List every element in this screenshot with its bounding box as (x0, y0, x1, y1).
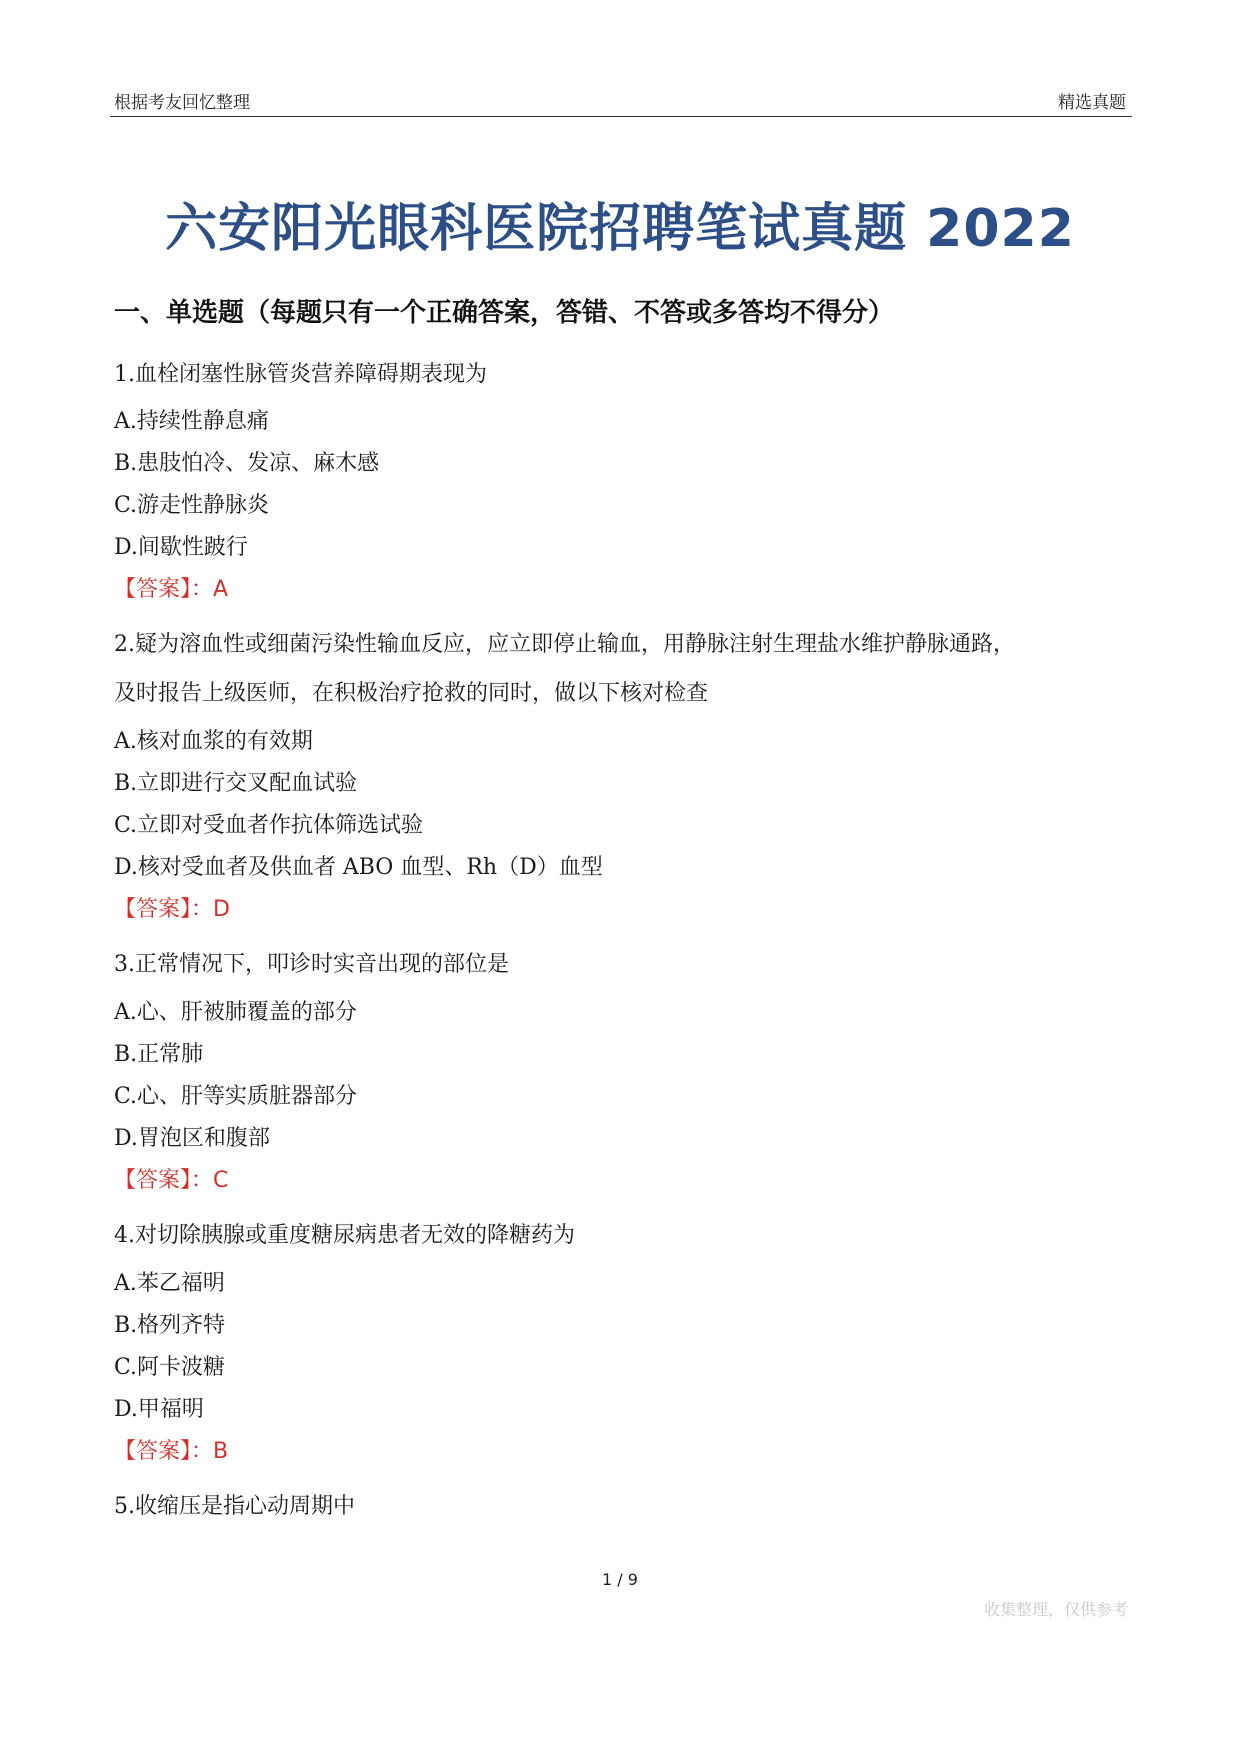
question-3-text: 3.正常情况下，叩诊时实音出现的部位是 (114, 952, 509, 977)
question-3-option-c: C.心、肝等实质脏器部分 (114, 1084, 358, 1109)
section-heading: 一、单选题（每题只有一个正确答案，答错、不答或多答均不得分） (114, 298, 895, 328)
document-title: 六安阳光眼科医院招聘笔试真题 2022 (165, 199, 1075, 259)
question-4-answer: 【答案】：B (114, 1439, 229, 1464)
question-1-option-b: B.患肢怕冷、发凉、麻木感 (114, 451, 380, 476)
question-2-option-b: B.立即进行交叉配血试验 (114, 771, 358, 796)
question-3-option-b: B.正常肺 (114, 1042, 204, 1067)
page-header (110, 84, 1132, 117)
question-3-option-a: A.心、肝被肺覆盖的部分 (114, 1000, 357, 1025)
header-right-text: 精选真题 (1058, 93, 1126, 113)
question-5-text: 5.收缩压是指心动周期中 (114, 1494, 355, 1519)
question-1-option-d: D.间歇性跛行 (114, 535, 248, 560)
question-2-option-a: A.核对血浆的有效期 (114, 729, 313, 754)
question-1-option-a: A.持续性静息痛 (114, 409, 269, 434)
question-1-answer: 【答案】：A (114, 577, 229, 602)
question-2-answer: 【答案】：D (114, 897, 230, 922)
question-2-text-line-1: 2.疑为溶血性或细菌污染性输血反应，应立即停止输血，用静脉注射生理盐水维护静脉通路， (114, 632, 1015, 657)
page-number: 1 / 9 (602, 1570, 638, 1589)
question-2-text-line-2: 及时报告上级医师，在积极治疗抢救的同时，做以下核对检查 (114, 681, 709, 706)
question-4-option-c: C.阿卡波糖 (114, 1355, 226, 1380)
question-4-option-d: D.甲福明 (114, 1397, 204, 1422)
header-left-text: 根据考友回忆整理 (114, 93, 250, 113)
question-2-option-d: D.核对受血者及供血者 ABO 血型、Rh（D）血型 (114, 855, 603, 880)
watermark-text: 收集整理，仅供参考 (983, 1600, 1128, 1619)
question-4-text: 4.对切除胰腺或重度糖尿病患者无效的降糖药为 (114, 1223, 575, 1248)
question-1-option-c: C.游走性静脉炎 (114, 493, 270, 518)
question-2-option-c: C.立即对受血者作抗体筛选试验 (114, 813, 424, 838)
question-3-option-d: D.胃泡区和腹部 (114, 1126, 270, 1151)
question-3-answer: 【答案】：C (114, 1168, 229, 1193)
question-4-option-b: B.格列齐特 (114, 1313, 226, 1338)
question-1-text: 1.血栓闭塞性脉管炎营养障碍期表现为 (114, 362, 487, 387)
question-4-option-a: A.苯乙福明 (114, 1271, 225, 1296)
